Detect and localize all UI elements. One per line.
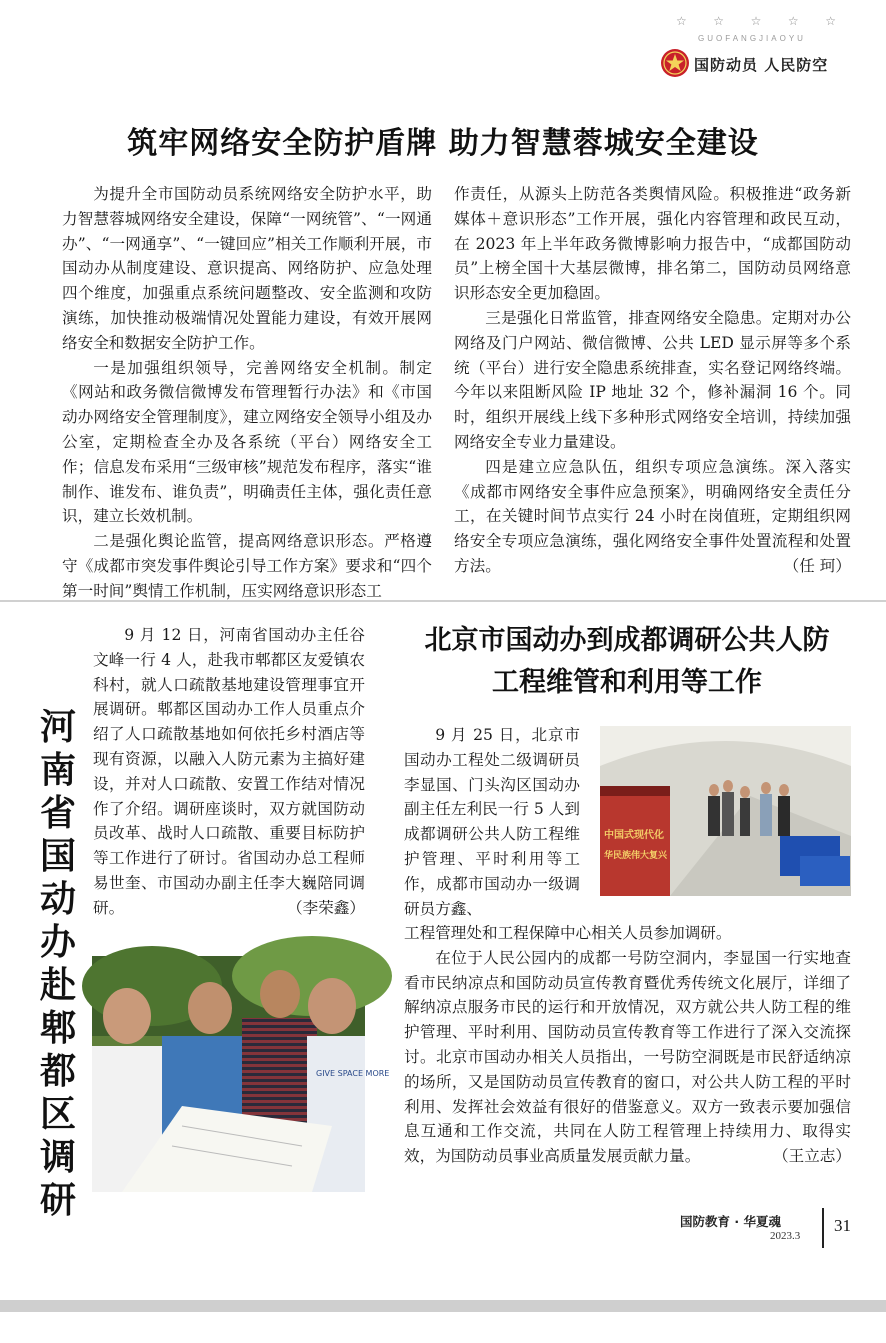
header-stars — [676, 14, 836, 28]
footer-divider — [822, 1208, 824, 1248]
article2-title: 河南省国动办赴郫都区调研 — [39, 707, 76, 1221]
bottom-strip — [0, 1300, 886, 1312]
article2-signature: （李荣鑫） — [287, 898, 365, 917]
article3-title — [400, 620, 854, 704]
paragraph: 为提升全市国防动员系统网络安全防护水平，助力智慧蓉城网络安全建设，保障“一网统管”、“一网通办”、“一网通享”、“一键回应”相关工作顺利开展，市国动办从制度建设、意识提高、网络防护、应急处理四个维度，加强重点系统问题整改、安全监测和攻防演练，加快推动极端情况处置能力建设，有效开展网络安全和数据安全防护工作。 — [62, 185, 432, 352]
header-brand: 国防动员 人民防空 — [694, 56, 829, 74]
paragraph: 在位于人民公园内的成都一号防空洞内，李显国一行实地查看市民纳凉点和国防动员宣传教育暨优秀传统文化展厅，详细了解纳凉点服务市民的运行和开放情况，双方就公共人防工程的维护管理、平时利用、国防动员宣传教育等工作进行了深入交流探讨。北京市国动办相关人员指出，一号防空洞既是市民舒适纳凉的场所，又是国防动员宣传教育的窗口，对公共人防工程的平时利用、发挥社会效益有很好的借鉴意义。双方一致表示要加强信息互通和工作交流，共同在人防工程管理上持续用力、取得实效，为国防动员事业高质量发展贡献力量。 （王立志） — [404, 946, 851, 1169]
article3-intro — [404, 723, 580, 921]
star-icon: ☆ — [676, 14, 687, 28]
star-icon: ☆ — [713, 14, 725, 28]
banner-text: 华民族伟大复兴 — [604, 851, 668, 861]
banner-text: 中国式现代化 — [604, 830, 664, 841]
star-icon: ☆ — [787, 14, 799, 28]
emblem-icon — [660, 48, 690, 78]
paragraph: 二是强化舆论监管，提高网络意识形态。严格遵守《成都市突发事件舆论引导工作方案》要求和“四个第一时间”舆情工作机制，压实网络意识形态工 — [62, 532, 432, 600]
title-line: 北京市国动办到成都调研公共人防 — [424, 625, 830, 656]
paragraph: 三是强化日常监管，排查网络安全隐患。定期对办公网络及门户网站、微信微博、公共 LED 显示屏等多个系统（平台）进行安全隐患系统排查，实名登记网络终端。今年以来阻断风险 IP 地址 32 个，修补漏洞 16 个。同时，组织开展线上线下多种形式网络安全培训，持续加强网络安全专业力量建设。 — [454, 308, 851, 451]
tshirt-text: GIVE SPACE MORE — [316, 1069, 390, 1078]
article2-body — [93, 623, 365, 921]
footer-magazine: 国防教育 · 华夏魂 — [680, 1214, 781, 1229]
star-icon: ☆ — [825, 14, 836, 28]
article1-title: 筑牢网络安全防护盾牌 助力智慧蓉城安全建设 — [127, 126, 759, 161]
article1-right-column — [454, 182, 851, 579]
star-icon: ☆ — [750, 14, 762, 28]
article1-signature: （任 珂） — [783, 556, 851, 575]
paragraph: 工程管理处和工程保障中心相关人员参加调研。 — [404, 924, 732, 942]
section-divider — [0, 600, 886, 602]
photo-air-raid-shelter — [600, 726, 851, 896]
paragraph: 作责任，从源头上防范各类舆情风险。积极推进“政务新媒体＋意识形态”工作开展，强化内容管理和政民互动，在 2023 年上半年政务微博影响力报告中，“成都国防动员”上榜全国十大基层微博，排名第二，国防动员网络意识形态安全更加稳固。 — [454, 185, 851, 303]
paragraph: 9 月 12 日，河南省国动办主任谷文峰一行 4 人，赴我市郫都区友爱镇农科村，就人口疏散基地建设管理事宜开展调研。郫都区国动办工作人员重点介绍了人口疏散基地如何依托乡村酒店等现有资源，以融入人防元素为主搞好建设，并对人口疏散、安置工作结对情况作了介绍。调研座谈时，双方就国防动员改革、战时人口疏散、重要目标防护等工作进行了研讨。省国动办总工程师易世奎、市国动办副主任李大巍陪同调研。 （李荣鑫） — [93, 623, 365, 921]
title-line: 工程维管和利用等工作 — [492, 667, 762, 698]
article1-left-column — [62, 182, 432, 604]
paragraph: 四是建立应急队伍，组织专项应急演练。深入落实《成都市网络安全事件应急预案》，明确网络安全责任分工，在关键时间节点实行 24 小时在岗值班，定期组织网络安全专项应急演练，强化网络安全事件处置流程和处置方法。 （任 珂） — [454, 455, 851, 579]
page-number: 31 — [834, 1216, 851, 1235]
header-pinyin: GUOFANGJIAOYU — [698, 34, 806, 43]
article3-body — [404, 921, 851, 1169]
paragraph: 9 月 25 日，北京市国动办工程处二级调研员李显国、门头沟区国动办副主任左利民一行 5 人到成都调研公共人防工程维护管理、平时利用等工作，成都市国动办一级调研员方鑫、 — [404, 726, 580, 918]
article3-signature: （王立志） — [773, 1147, 851, 1166]
paragraph: 一是加强组织领导，完善网络安全机制。制定《网站和政务微信微博发布管理暂行办法》和《市国动办网络安全管理制度》，建立网络安全领导小组及办公室，定期检查全办及各系统（平台）网络安全工作；信息发布采用“三级审核”规范发布程序，落实“谁制作、谁发布、谁负责”，明确责任主体，强化责任意识，建立长效机制。 — [62, 358, 432, 526]
photo-survey-group — [92, 956, 390, 1192]
footer-issue: 2023.3 — [770, 1230, 801, 1242]
